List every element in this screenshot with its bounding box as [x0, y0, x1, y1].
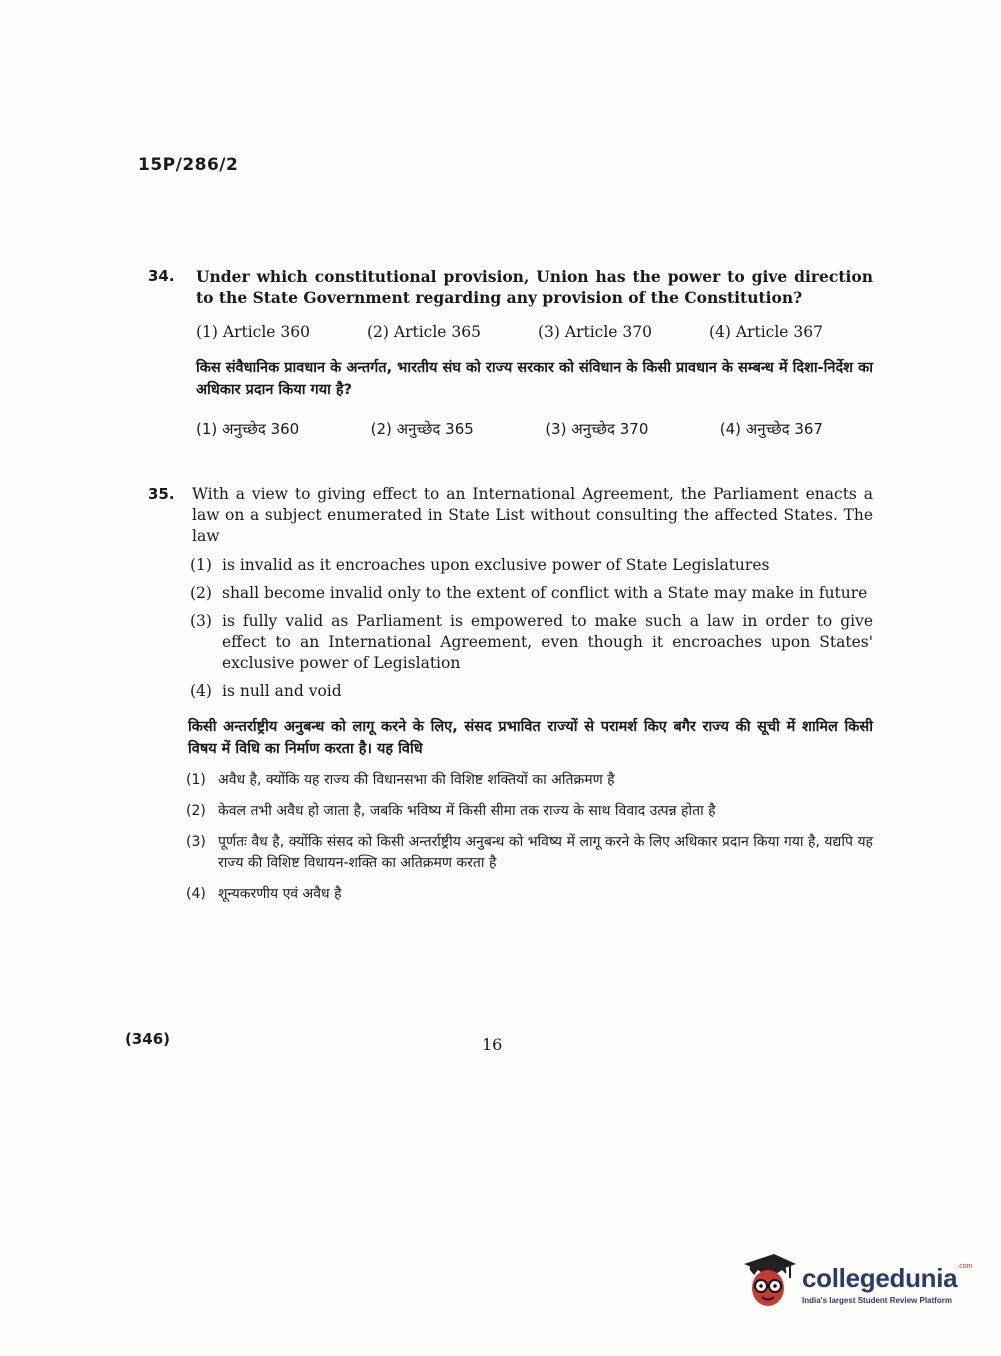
option-hi-1: (1) अवैध है, क्योंकि यह राज्य की विधानसभा की विशिष्ट शक्तियों का अतिक्रमण है [186, 772, 615, 788]
question-34 [148, 266, 873, 440]
option-2: (2) shall become invalid only to the extent of conflict with a State may make in future [190, 584, 868, 602]
question-text-hi: किस संवैधानिक प्रावधान के अन्तर्गत, भारतीय संघ को राज्य सरकार को संविधान के किसी प्रावधान के सम्बन्ध में दिशा-निर्देश का अधिकार प्रदान किया गया है? [196, 360, 873, 398]
option-hi-2: (2) अनुच्छेद 365 [370, 420, 474, 438]
option-4: (4) is null and void [190, 682, 342, 700]
question-number: 35. [148, 485, 175, 503]
logo-tld: .com [957, 1263, 973, 1270]
question-35 [148, 484, 873, 912]
option-3: (3) is fully valid as Parliament is empowered to make such a law in order to give effect to an International Agreement, even though it encroaches upon States' exclusive power of Legislation [190, 612, 873, 672]
option-4: (4) Article 367 [709, 323, 823, 341]
option-hi-4: (4) अनुच्छेद 367 [719, 420, 823, 438]
question-number: 34. [148, 267, 175, 285]
question-text-en: Under which constitutional provision, Union has the power to give direction to the State Government regarding any provision of the Constitution? [196, 267, 873, 307]
option-hi-3: (3) अनुच्छेद 370 [545, 420, 649, 438]
logo-text [802, 1263, 973, 1305]
options-en [190, 555, 873, 702]
logo-name: collegedunia [802, 1263, 958, 1293]
question-text-hi: किसी अन्तर्राष्ट्रीय अनुबन्ध को लागू करने के लिए, संसद प्रभावित राज्यों से परामर्श किए बगैर राज्य की सूची में शामिल किसी विषय में विधि का निर्माण करता है। यह विधि [188, 719, 873, 757]
option-1: (1) Article 360 [196, 323, 310, 341]
options-hi [186, 770, 873, 905]
options-hi [196, 419, 823, 440]
question-text-en: With a view to giving effect to an International Agreement, the Parliament enacts a law on a subject enumerated in State List without consulting the affected States. The law [192, 485, 873, 545]
logo-tagline: India's largest Student Review Platform [802, 1296, 952, 1305]
option-hi-4: (4) शून्यकरणीय एवं अवैध है [186, 886, 342, 902]
student-mascot-icon [738, 1248, 798, 1314]
option-hi-1: (1) अनुच्छेद 360 [196, 420, 300, 438]
option-hi-3: (3) पूर्णतः वैध है, क्योंकि संसद को किसी अन्तर्राष्ट्रीय अनुबन्ध को भविष्य में लागू करने के लिए अधिकार प्रदान किया गया है, यद्यपि यह राज्य की विशिष्ट विधायन-शक्ति का अतिक्रमण करता है [186, 834, 873, 871]
options-en [196, 322, 823, 343]
option-2: (2) Article 365 [367, 323, 481, 341]
option-1: (1) is invalid as it encroaches upon exclusive power of State Legislatures [190, 556, 770, 574]
option-3: (3) Article 370 [538, 323, 652, 341]
page-number: 16 [482, 1035, 503, 1054]
collegedunia-logo [738, 1248, 973, 1314]
footer-code: (346) [125, 1030, 171, 1048]
option-hi-2: (2) केवल तभी अवैध हो जाता है, जबकि भविष्य में किसी सीमा तक राज्य के साथ विवाद उत्पन्न होता है [186, 803, 716, 819]
paper-code: 15P/286/2 [138, 155, 239, 175]
